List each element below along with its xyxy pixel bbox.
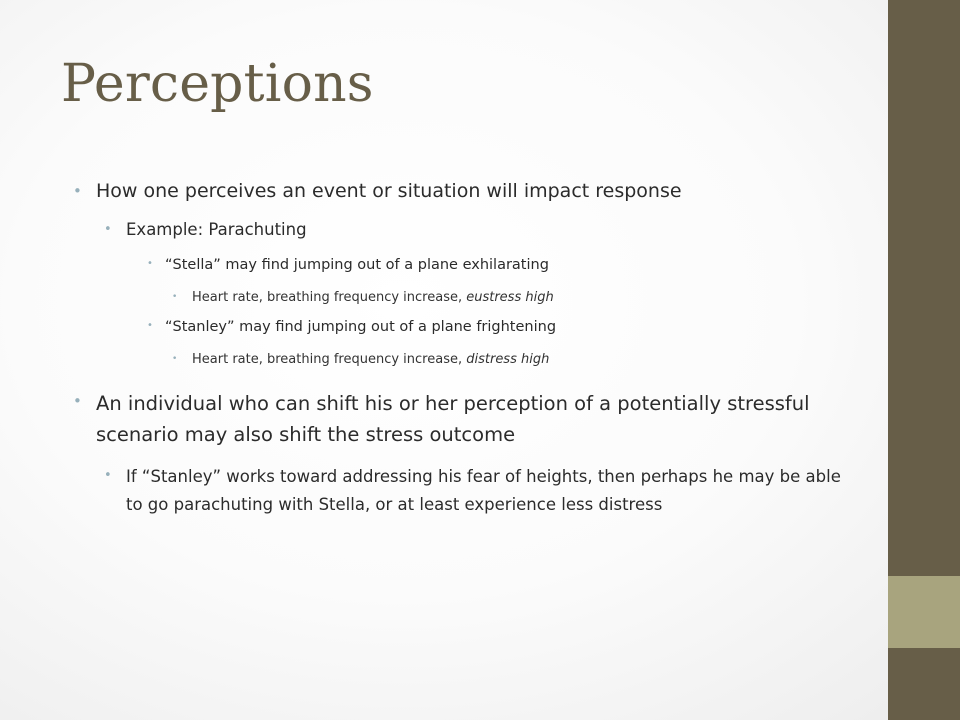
sidebar-accent-block [888,576,960,648]
bullet-item-example [104,217,866,242]
bullet-icon: • [172,292,178,302]
bullet-icon: • [73,392,82,410]
bullet-item-stanley-fear [104,463,842,519]
bullet-emphasis: eustress high [466,290,554,305]
bullet-emphasis: distress high [466,352,550,367]
bullet-icon: • [147,258,153,269]
slide-title: Perceptions [61,54,374,114]
bullet-icon: • [104,222,112,237]
bullet-icon: • [104,468,112,483]
bullet-item-stella [147,255,866,275]
bullet-text: Example: Parachuting [126,220,307,239]
bullet-icon: • [73,182,82,200]
bullet-item-perception-impact [73,178,866,204]
bullet-text: An individual who can shift his or her perception of a potentially stressful scenario may also shift the stress outcome [96,392,810,446]
bullet-text: How one perceives an event or situation will impact response [96,180,682,202]
bullet-text: If “Stanley” works toward addressing his fear of heights, then perhaps he may be able to go parachuting with Stella, or at least experience less distress [126,467,841,514]
bullet-item-stanley [147,317,866,337]
bullet-item-shift-perception [73,388,856,450]
bullet-icon: • [147,320,153,331]
bullet-text: Heart rate, breathing frequency increase, [192,352,467,367]
bullet-item-stanley-distress [172,351,866,369]
bullet-item-stella-eustress [172,289,866,307]
bullet-text: “Stanley” may find jumping out of a plane frightening [165,319,557,335]
bullet-text: Heart rate, breathing frequency increase, [192,290,467,305]
bullet-icon: • [172,354,178,364]
bullet-text: “Stella” may find jumping out of a plane exhilarating [165,257,549,273]
bullet-list [73,174,866,519]
